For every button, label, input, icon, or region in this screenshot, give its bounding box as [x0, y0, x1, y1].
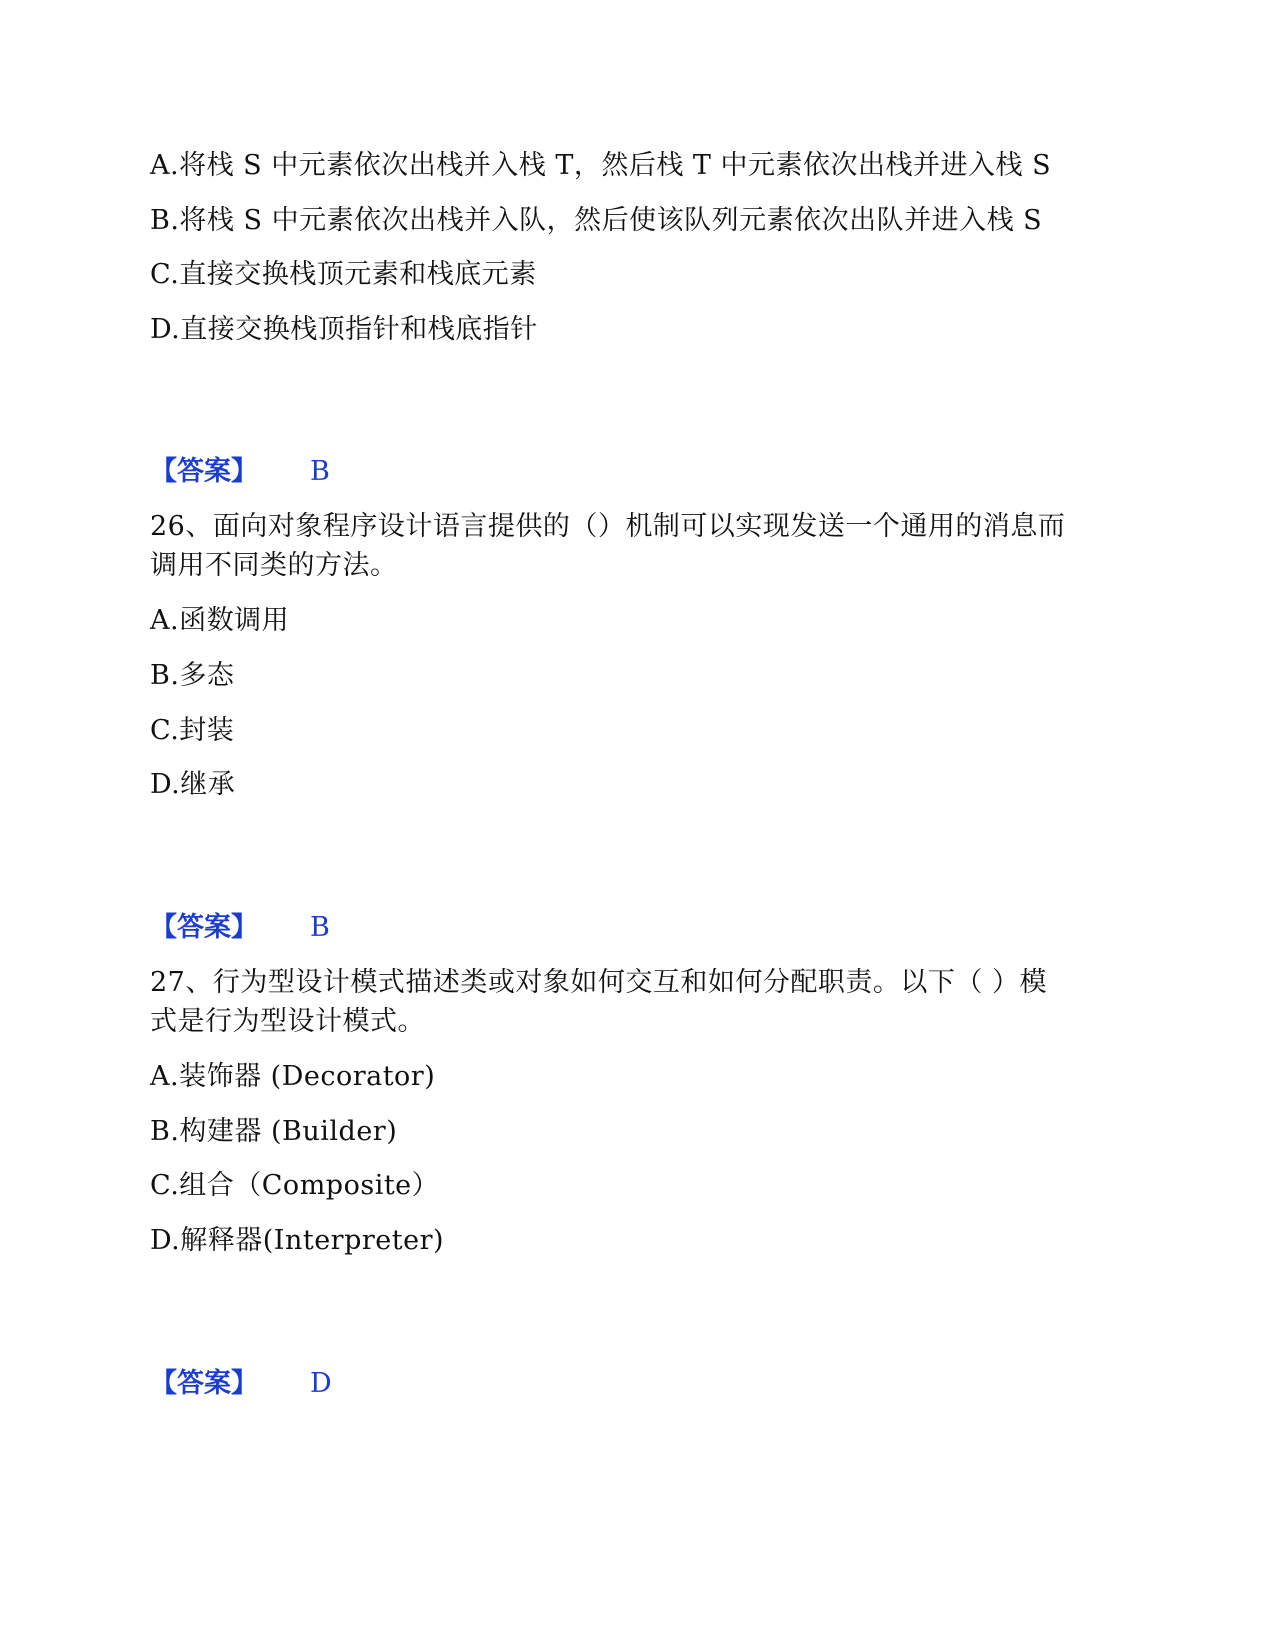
- q25-option-c: C.直接交换栈顶元素和栈底元素: [150, 259, 537, 290]
- q26-option-b: B.多态: [150, 660, 235, 691]
- q27-option-c: C.组合（Composite）: [150, 1170, 440, 1201]
- q26-question-line-1: 26、面向对象程序设计语言提供的（）机制可以实现发送一个通用的消息而: [150, 511, 1066, 542]
- q26-option-c: C.封装: [150, 715, 235, 746]
- q25-option-a: A.将栈 S 中元素依次出栈并入栈 T，然后栈 T 中元素依次出栈并进入栈 S: [150, 150, 1052, 181]
- q26-answer: [150, 908, 330, 948]
- q27-question-line-2: 式是行为型设计模式。: [150, 1006, 425, 1037]
- q27-question-line-1: 27、行为型设计模式描述类或对象如何交互和如何分配职责。以下（ ）模: [150, 967, 1047, 998]
- answer-label: 【答案】: [150, 912, 258, 943]
- q27-answer: [150, 1364, 332, 1404]
- q25-option-d: D.直接交换栈顶指针和栈底指针: [150, 314, 538, 345]
- q27-option-d: D.解释器(Interpreter): [150, 1225, 445, 1256]
- answer-value: B: [310, 456, 330, 487]
- q26-question-line-2: 调用不同类的方法。: [150, 550, 398, 581]
- q26-option-a: A.函数调用: [150, 605, 290, 636]
- answer-value: B: [310, 912, 330, 943]
- q25-answer: [150, 452, 330, 492]
- q26-option-d: D.继承: [150, 769, 236, 800]
- q27-option-b: B.构建器 (Builder): [150, 1116, 398, 1147]
- answer-label: 【答案】: [150, 456, 258, 487]
- answer-label: 【答案】: [150, 1368, 258, 1399]
- q27-option-a: A.装饰器 (Decorator): [150, 1061, 436, 1092]
- answer-value: D: [310, 1368, 332, 1399]
- q25-option-b: B.将栈 S 中元素依次出栈并入队，然后使该队列元素依次出队并进入栈 S: [150, 205, 1043, 236]
